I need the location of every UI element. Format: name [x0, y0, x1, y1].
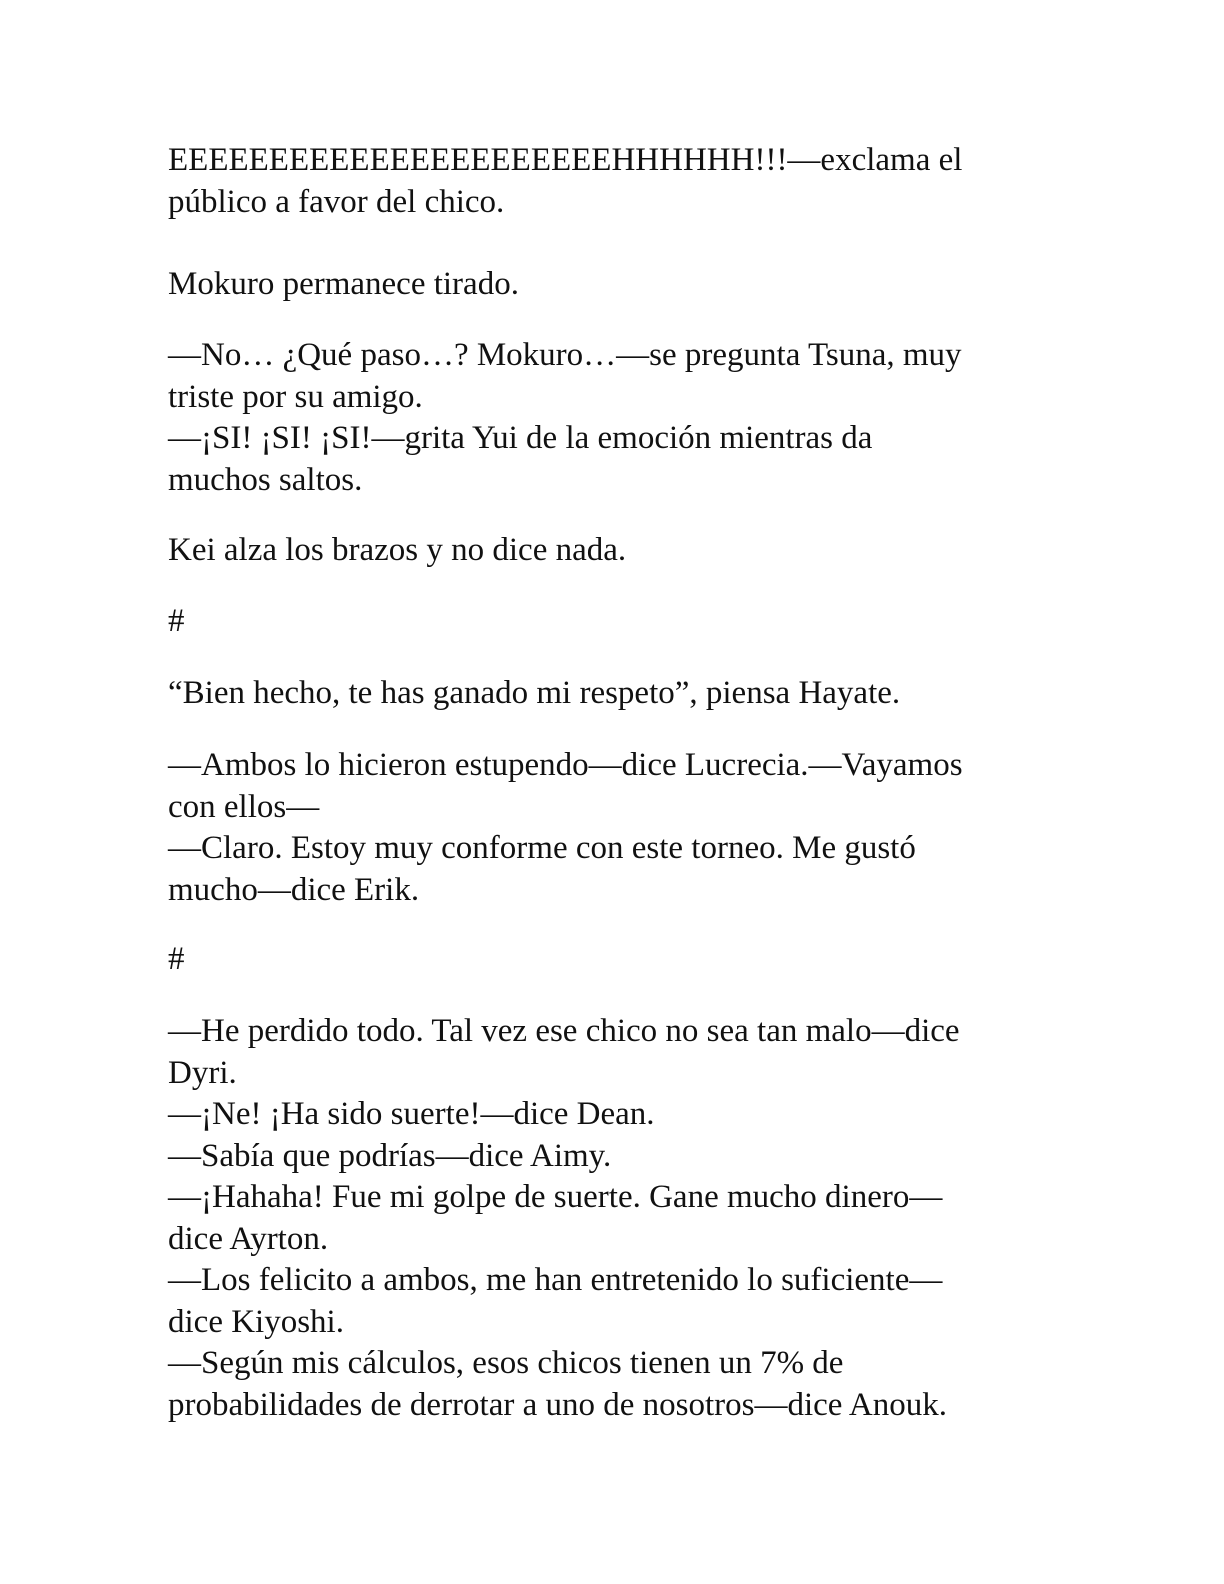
text-line: #: [168, 941, 185, 977]
paragraph-spectators: [168, 1011, 1048, 1426]
paragraph-public-cheer: [168, 140, 1048, 223]
text-line: mucho—dice Erik.: [168, 871, 420, 908]
text-line: #: [168, 603, 185, 639]
paragraph-lucrecia-erik: [168, 745, 1048, 911]
text-line: —¡Hahaha! Fue mi golpe de suerte. Gane mucho dinero—: [168, 1179, 943, 1215]
text-line: muchos saltos.: [168, 461, 363, 498]
text-line: —He perdido todo. Tal vez ese chico no sea tan malo—dice: [168, 1013, 960, 1049]
text-line: probabilidades de derrotar a uno de nosotros—dice Anouk.: [168, 1386, 947, 1423]
paragraph-hayate: [168, 673, 1048, 715]
text-line: —Los felicito a ambos, me han entretenido lo suficiente—: [168, 1262, 943, 1298]
text-line: —¡SI! ¡SI! ¡SI!—grita Yui de la emoción mientras da: [168, 420, 873, 456]
text-line: Mokuro permanece tirado.: [168, 266, 519, 302]
text-line: triste por su amigo.: [168, 378, 423, 415]
text-line: con ellos—: [168, 788, 320, 825]
text-line: público a favor del chico.: [168, 183, 505, 220]
scene-break: [168, 939, 1048, 981]
text-line: dice Kiyoshi.: [168, 1303, 344, 1340]
text-line: Dyri.: [168, 1054, 237, 1091]
text-line: dice Ayrton.: [168, 1220, 329, 1257]
text-line: —¡Ne! ¡Ha sido suerte!—dice Dean.: [168, 1096, 655, 1132]
text-line: —Claro. Estoy muy conforme con este torneo. Me gustó: [168, 830, 916, 866]
text-line: —Sabía que podrías—dice Aimy.: [168, 1137, 612, 1174]
paragraph-tsuna-yui: [168, 335, 1048, 501]
paragraph-kei: [168, 530, 1048, 572]
text-line: “Bien hecho, te has ganado mi respeto”, piensa Hayate.: [168, 675, 901, 711]
text-line: EEEEEEEEEEEEEEEEEEEEEEHHHHHH!!!—exclama el: [168, 142, 963, 178]
text-line: Kei alza los brazos y no dice nada.: [168, 532, 627, 568]
scene-break: [168, 601, 1048, 643]
paragraph-mokuro-down: [168, 264, 1048, 306]
text-line: —Según mis cálculos, esos chicos tienen un 7% de: [168, 1345, 844, 1381]
text-line: —No… ¿Qué paso…? Mokuro…—se pregunta Tsuna, muy: [168, 337, 962, 373]
text-line: —Ambos lo hicieron estupendo—dice Lucrecia.—Vayamos: [168, 747, 963, 783]
